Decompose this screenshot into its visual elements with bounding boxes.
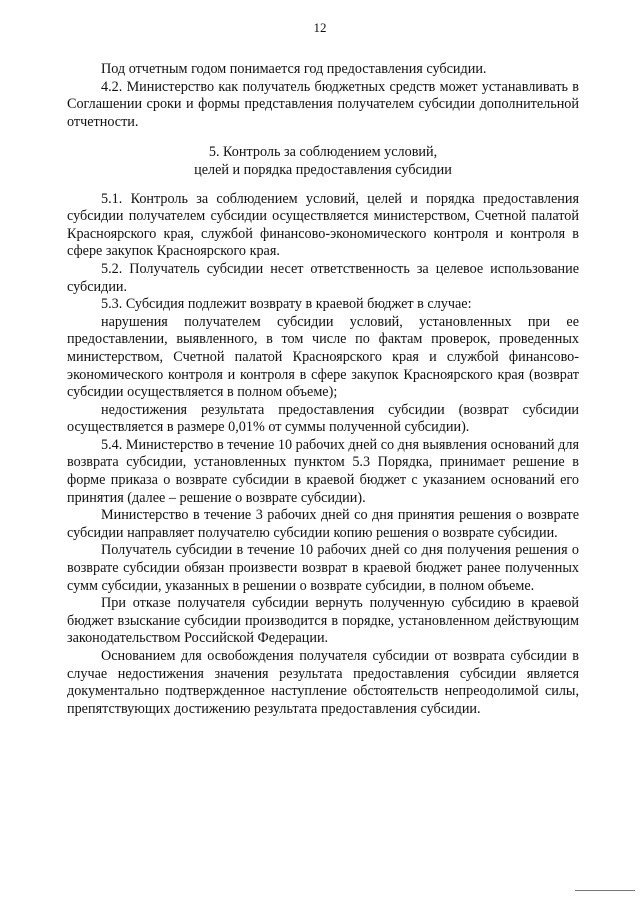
paragraph: Основанием для освобождения получателя субсидии от возврата субсидии в случае недостижения значения результата предоставления субсидии является документально подтвержденное наступление обстоятельств непреодолимой силы, препятствующих достижению результата предоставления субсидии. — [67, 648, 579, 717]
paragraph: Получатель субсидии в течение 10 рабочих дней со дня получения решения о возврате субсидии обязан произвести возврат в краевой бюджет ранее полученных сумм субсидии, указанных в решении о возврате субсидии, в полном объеме. — [67, 542, 579, 594]
section-heading-line: целей и порядка предоставления субсидии — [194, 161, 452, 178]
paragraph: нарушения получателем субсидии условий, установленных при ее предоставлении, выявленного, в том числе по фактам проверок, проведенных министерством, Счетной палатой Красноярского края и службой финансово-экономического контроля и контроля в сфере закупок Красноярского края (возврат субсидии осуществляется в полном объеме); — [67, 313, 579, 401]
paragraph: 5.2. Получатель субсидии несет ответственность за целевое использование субсидии. — [67, 260, 579, 295]
page-number: 12 — [313, 20, 327, 35]
paragraph: 5.1. Контроль за соблюдением условий, целей и порядка предоставления субсидии получателем субсидии осуществляется министерством, Счетной палатой Красноярского края, службой финансово-экономического контроля и контроля в сфере закупок Красноярского края. — [67, 190, 579, 260]
paragraph: При отказе получателя субсидии вернуть полученную субсидию в краевой бюджет взыскание субсидии производится в порядке, установленном действующим законодательством Российской Федерации. — [67, 595, 579, 647]
scan-edge-line — [575, 890, 635, 891]
paragraph: недостижения результата предоставления субсидии (возврат субсидии осуществляется в размере 0,01% от суммы полученной субсидии). — [67, 401, 579, 436]
paragraph: 4.2. Министерство как получатель бюджетных средств может устанавливать в Соглашении сроки и формы представления получателем субсидии дополнительной отчетности. — [67, 78, 579, 130]
paragraph: Под отчетным годом понимается год предоставления субсидии. — [101, 61, 487, 77]
section-heading-line: 5. Контроль за соблюдением условий, — [208, 144, 438, 161]
document-body — [67, 61, 579, 718]
paragraph: 5.3. Субсидия подлежит возврату в краевой бюджет в случае: — [101, 296, 472, 313]
section-heading — [67, 144, 579, 179]
paragraph: Министерство в течение 3 рабочих дней со дня принятия решения о возврате субсидии направляет получателю субсидии копию решения о возврате субсидии. — [67, 507, 579, 541]
paragraph: 5.4. Министерство в течение 10 рабочих дней со дня выявления оснований для возврата субсидии, установленных пунктом 5.3 Порядка, принимает решение в форме приказа о возврате субсидии в краевой бюджет с указанием оснований его принятия (далее – решение о возврате субсидии). — [67, 436, 579, 506]
